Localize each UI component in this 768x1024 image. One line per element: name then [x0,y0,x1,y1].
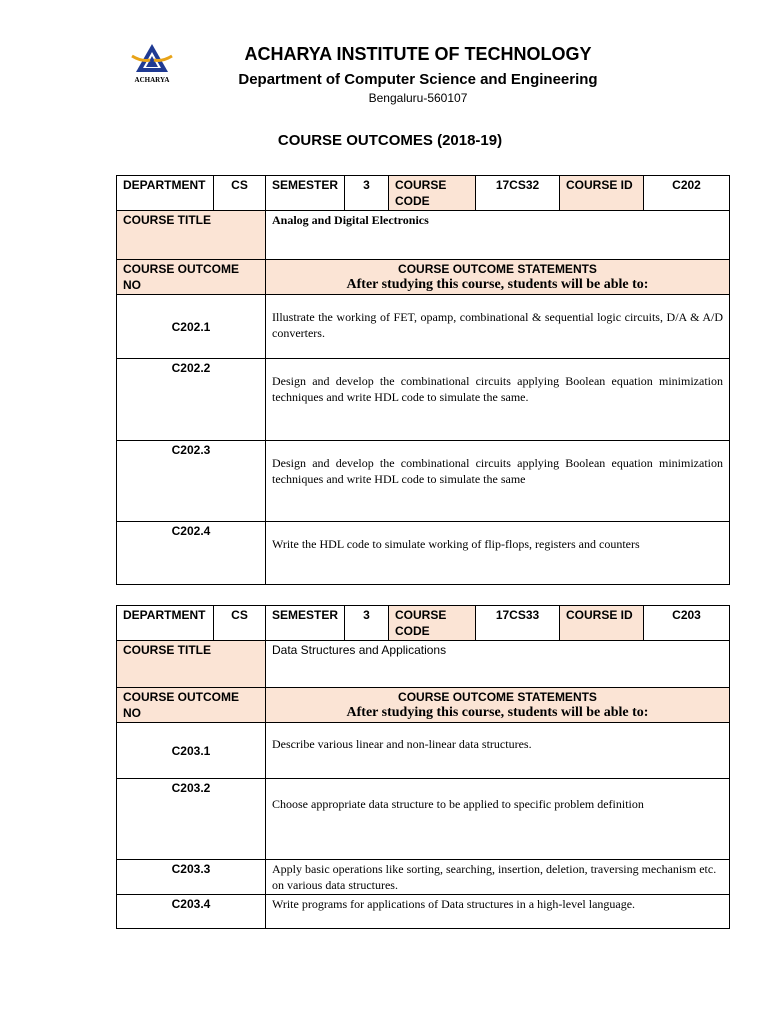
statements-subheading: After studying this course, students will be able to: [346,705,649,720]
semester-value: 3 [345,176,389,211]
outcome-text: Choose appropriate data structure to be applied to specific problem definition [266,779,730,860]
statements-heading: COURSE OUTCOME STATEMENTS [398,690,597,704]
statements-heading: COURSE OUTCOME STATEMENTS [398,262,597,276]
statements-header [266,688,730,723]
outcome-text: Illustrate the working of FET, opamp, combinational & sequential logic circuits, D/A & A/D converters. [266,295,730,359]
outcome-id: C203.4 [117,895,266,929]
table-row [117,860,730,895]
svg-text:ACHARYA: ACHARYA [134,76,170,84]
department-label: DEPARTMENT [117,606,214,641]
statements-subheading: After studying this course, students will be able to: [346,277,649,292]
course-code-label: COURSE CODE [389,606,476,641]
table-row [117,779,730,860]
location: Bengaluru-560107 [368,91,468,105]
course-outcome-no-label: COURSE OUTCOME NO [117,260,266,295]
course-id-value: C202 [644,176,730,211]
section-title: COURSE OUTCOMES (2018-19) [277,132,503,149]
course-title-label: COURSE TITLE [117,211,266,260]
course-id-label: COURSE ID [560,176,644,211]
outcome-id: C203.1 [117,723,266,779]
department-value: CS [214,606,266,641]
outcome-id: C203.2 [117,779,266,860]
course-id-value: C203 [644,606,730,641]
institute-name: ACHARYA INSTITUTE OF TECHNOLOGY [244,44,592,64]
outcome-id: C203.3 [117,860,266,895]
semester-label: SEMESTER [266,176,345,211]
statements-header [266,260,730,295]
table-row [117,441,730,522]
course-table-c202 [116,175,730,585]
course-id-label: COURSE ID [560,606,644,641]
course-title-value: Analog and Digital Electronics [266,211,730,260]
outcome-text: Design and develop the combinational circuits applying Boolean equation minimization techniques and write HDL code to simulate the same. [266,359,730,441]
table-row [117,522,730,585]
outcome-text: Write the HDL code to simulate working of flip-flops, registers and counters [266,522,730,585]
department-label: DEPARTMENT [117,176,214,211]
course-code-value: 17CS32 [476,176,560,211]
course-title-label: COURSE TITLE [117,641,266,688]
outcome-text: Describe various linear and non-linear data structures. [266,723,730,779]
course-code-label: COURSE CODE [389,176,476,211]
table-row [117,295,730,359]
outcome-text: Design and develop the combinational circuits applying Boolean equation minimization techniques and write HDL code to simulate the same [266,441,730,522]
table-row [117,895,730,929]
outcome-id: C202.1 [117,295,266,359]
department-value: CS [214,176,266,211]
table-row [117,723,730,779]
course-table-c203 [116,605,730,929]
semester-value: 3 [345,606,389,641]
outcome-text: Apply basic operations like sorting, searching, insertion, deletion, traversing mechanism etc. on various data structures. [266,860,730,895]
outcome-text: Write programs for applications of Data structures in a high-level language. [266,895,730,929]
outcome-id: C202.2 [117,359,266,441]
semester-label: SEMESTER [266,606,345,641]
course-code-value: 17CS33 [476,606,560,641]
course-title-value: Data Structures and Applications [266,641,730,688]
outcome-id: C202.3 [117,441,266,522]
department-name: Department of Computer Science and Engineering [238,71,598,88]
course-outcome-no-label: COURSE OUTCOME NO [117,688,266,723]
outcome-id: C202.4 [117,522,266,585]
table-row [117,359,730,441]
